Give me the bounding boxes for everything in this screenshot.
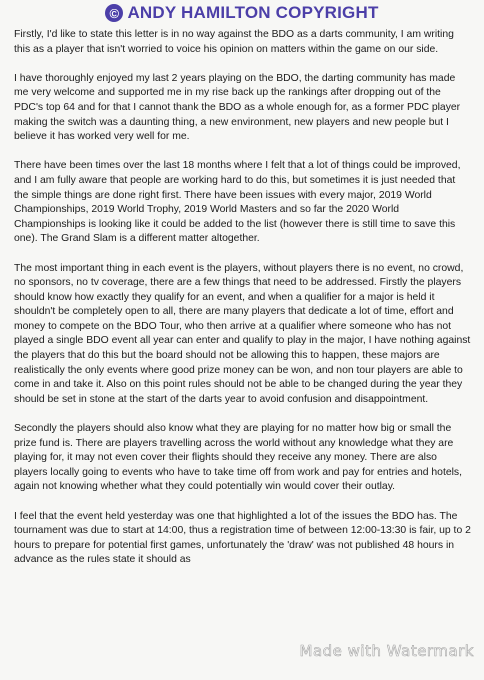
banner-text: ANDY HAMILTON COPYRIGHT bbox=[127, 3, 379, 22]
paragraph: I have thoroughly enjoyed my last 2 years playing on the BDO, the darting community has made me very welcome and supported me in my rise back up the rankings after dropping out of the PDC's top 64 and for that I cannot thank the BDO as a whole enough for, as a former PDC player making the switch was a daunting thing, a new environment, new players and new people but I believe it has worked very well for me. bbox=[14, 72, 461, 143]
paragraph: There have been times over the last 18 months where I felt that a lot of things could be improved, and I am fully aware that people are working hard to do this, but sometimes it is just needed that the simple things are done right first. There have been issues with every major, 2019 World Championships, 2019 World Trophy, 2019 World Masters and so far the 2020 World Championships is looking like it could be added to the list (however there is still time to save this one). The Grand Slam is a different matter altogether. bbox=[14, 160, 461, 245]
paragraph: I feel that the event held yesterday was one that highlighted a lot of the issues the BDO has. The tournament was due to start at 14:00, thus a registration time of between 12:00-13:30 is fair, up to 2 hours to prepare for potential first games, unfortunately the 'draw' was not published 48 hours in advance as the rules state it should as bbox=[14, 510, 471, 566]
copyright-icon: © bbox=[105, 4, 123, 22]
paragraph: Firstly, I'd like to state this letter is in no way against the BDO as a darts community, I am writing this as a player that isn't worried to voice his opinion on matters within the game on our side. bbox=[14, 29, 454, 55]
letter-body bbox=[14, 28, 472, 583]
paragraph: The most important thing in each event is the players, without players there is no event, no crowd, no sponsors, no tv coverage, there are a few things that need to be addressed. Firstly the players should know how exactly they qualify for an event, and when a qualifier for a major is held it shouldn't be completely open to all, there are many players that dedicate a lot of time, effort and money to compete on the BDO Tour, who then arrive at a qualifier where someone who has not played a single BDO event all year can enter and qualify to play in the major, I have nothing against the players that do this but the board should not be allowing this to happen, these majors are realistically the only events where good prize money can be won, and non tour players are able to come in and take it. Also on this point rules should not be able to be changed during the year they should be set in stone at the start of the darts year to avoid confusion and disappointment. bbox=[14, 262, 471, 405]
copyright-banner bbox=[0, 3, 484, 23]
watermark-text: Made with Watermark bbox=[299, 642, 474, 660]
banner-content bbox=[105, 3, 378, 23]
paragraph: Secondly the players should also know what they are playing for no matter how big or small the prize fund is. There are players travelling across the world without any knowledge what they are playing for, it may not even cover their flights should they receive any money. There are also players locally going to events who have to take time off from work and pay for entries and hotels, again not knowing whether what they could potentially win would cover their outlay. bbox=[14, 423, 462, 493]
